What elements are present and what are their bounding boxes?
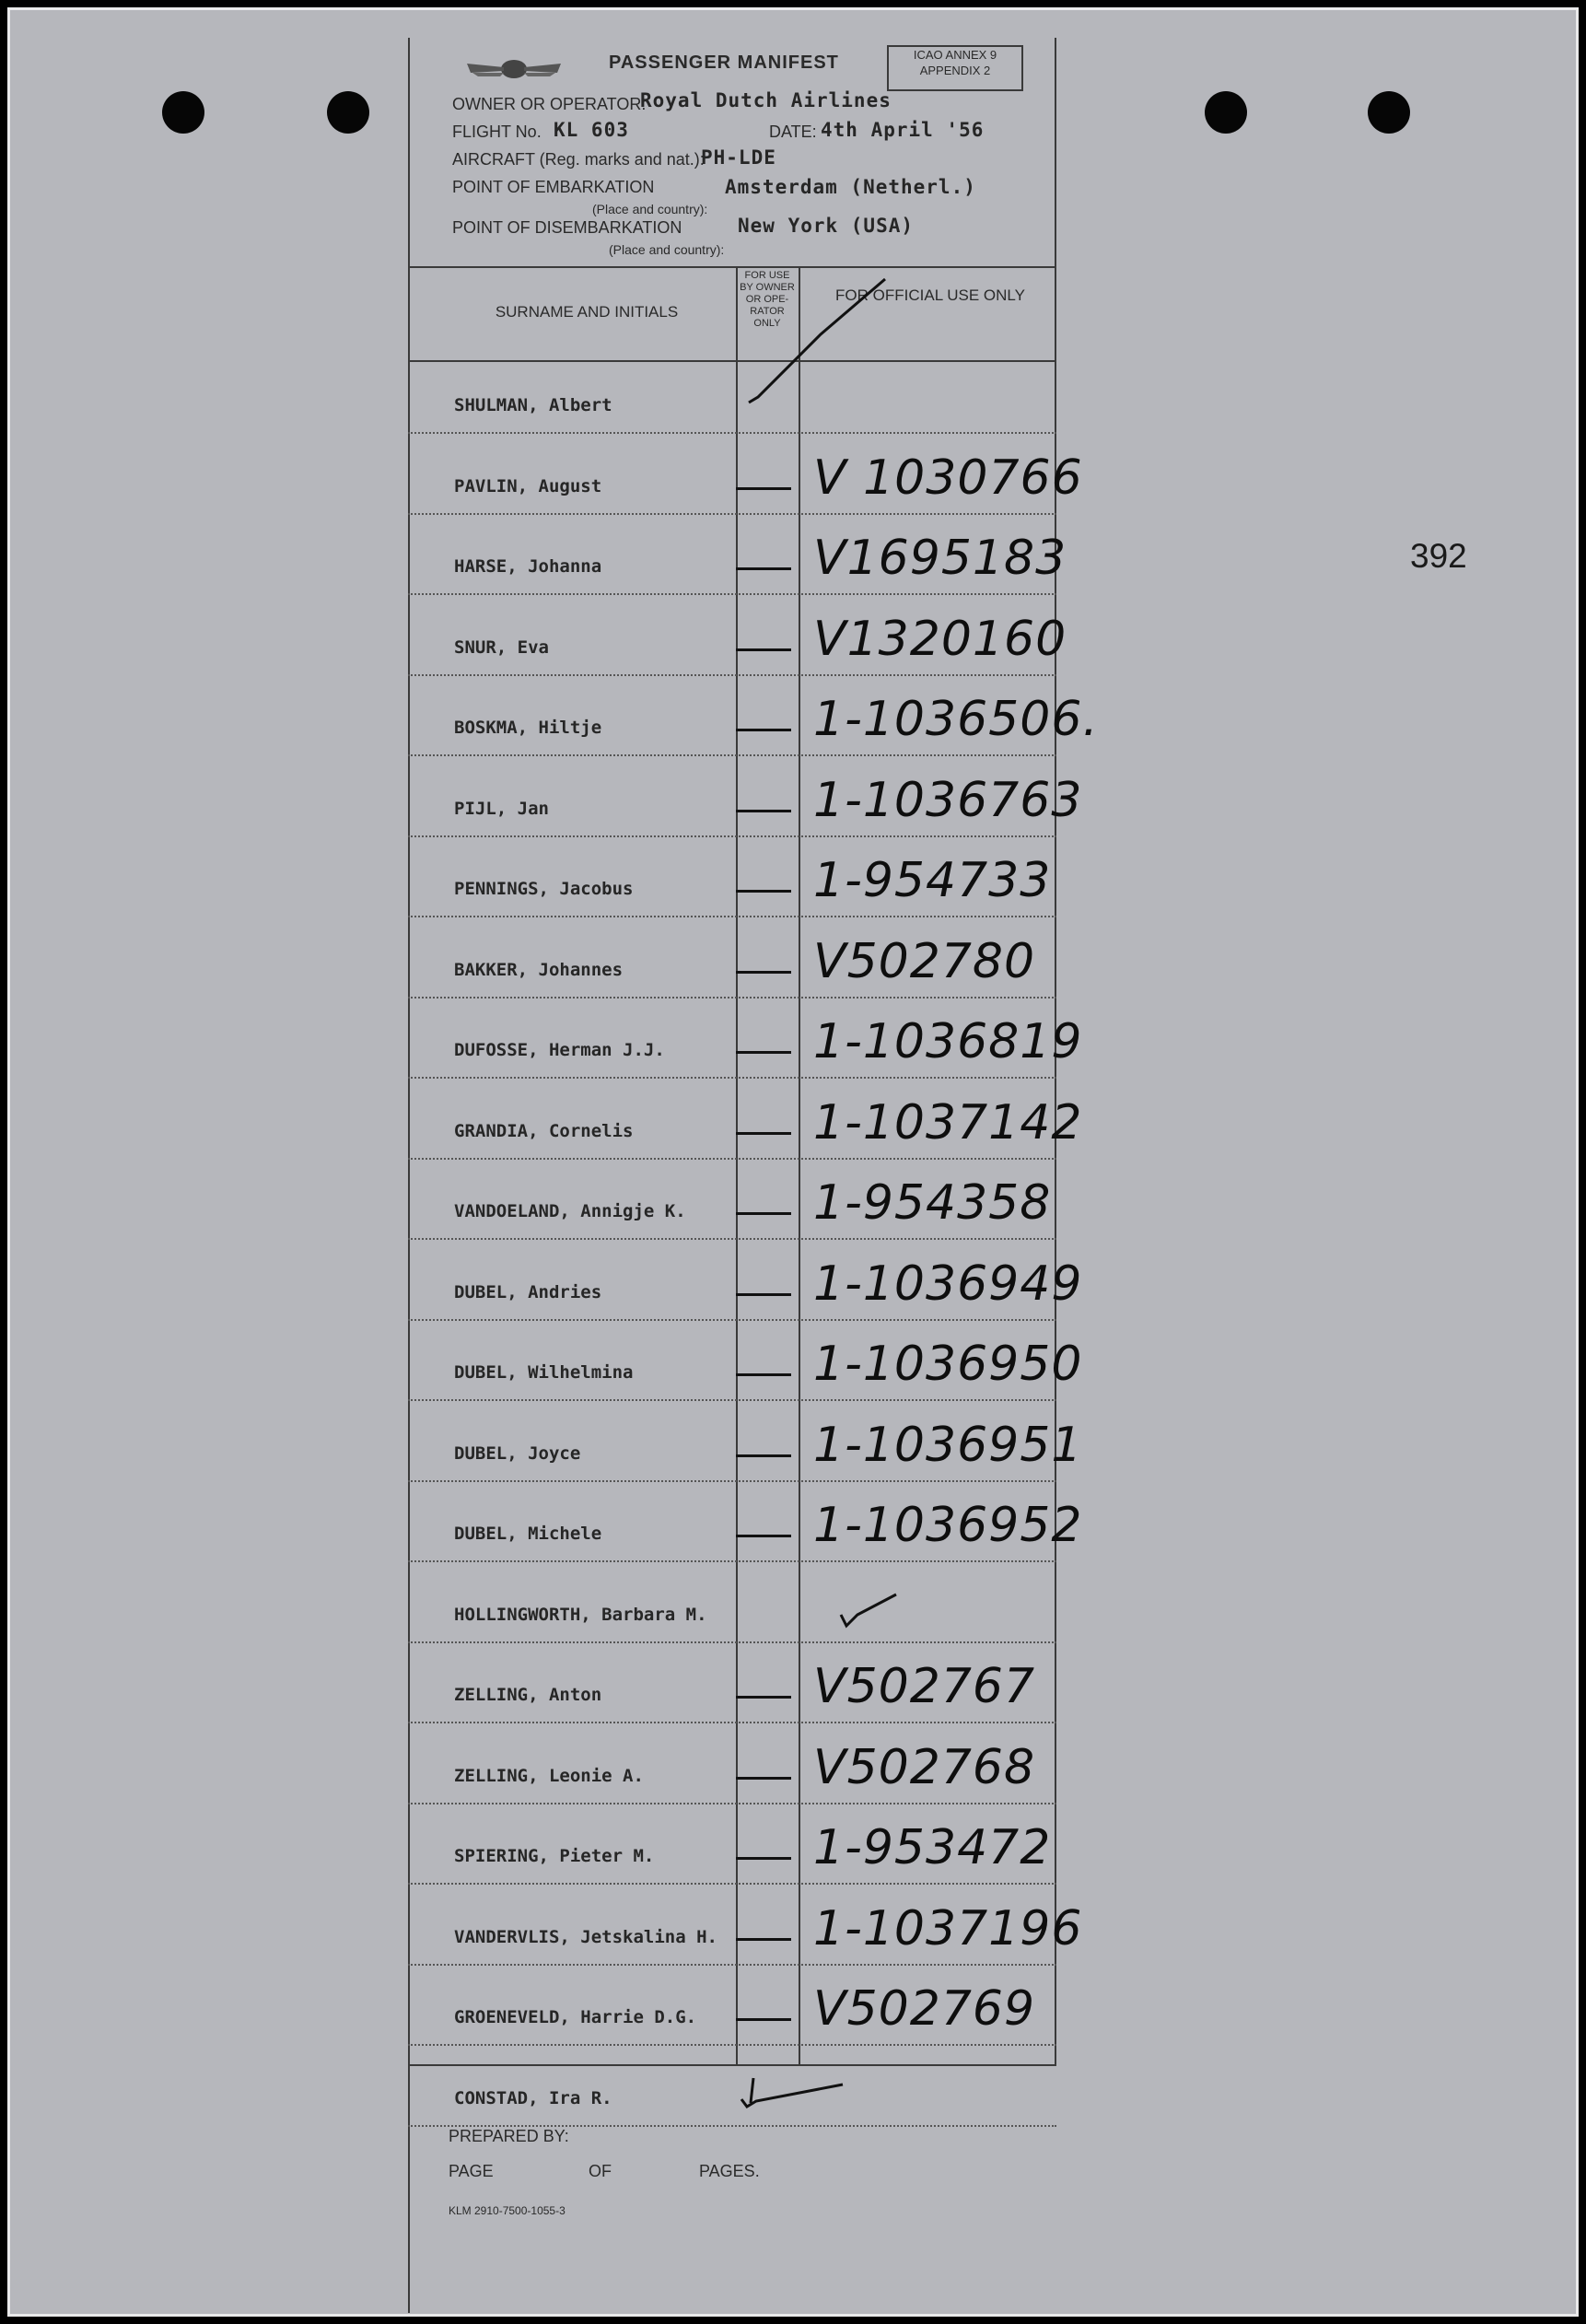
passenger-name: DUBEL, Joyce bbox=[454, 1443, 581, 1464]
embarkation-value: Amsterdam (Netherl.) bbox=[725, 176, 976, 198]
passenger-name: VANDOELAND, Annigje K. bbox=[454, 1201, 686, 1221]
passenger-name: PENNINGS, Jacobus bbox=[454, 879, 634, 899]
disembarkation-label: POINT OF DISEMBARKATION bbox=[452, 218, 682, 237]
passenger-name: VANDERVLIS, Jetskalina H. bbox=[454, 1927, 717, 1947]
check-mark-3-icon bbox=[741, 2085, 843, 2107]
official-number: 1-1037142 bbox=[813, 1095, 1083, 1150]
place-note-2: (Place and country): bbox=[609, 242, 725, 257]
icao-line-2: APPENDIX 2 bbox=[919, 64, 991, 77]
passenger-name: SHULMAN, Albert bbox=[454, 395, 612, 415]
official-number: V1695183 bbox=[813, 531, 1067, 586]
date-value: 4th April '56 bbox=[821, 119, 985, 141]
pages-label: PAGES. bbox=[699, 2162, 760, 2180]
col-header-name: SURNAME AND INITIALS bbox=[495, 303, 679, 321]
place-note-1: (Place and country): bbox=[592, 202, 708, 216]
passenger-name: ZELLING, Anton bbox=[454, 1685, 602, 1705]
passenger-name: DUBEL, Andries bbox=[454, 1282, 602, 1302]
owner-value: Royal Dutch Airlines bbox=[640, 89, 892, 111]
flight-label: FLIGHT No. bbox=[452, 123, 542, 141]
passenger-name: SPIERING, Pieter M. bbox=[454, 1846, 655, 1866]
official-number: 1-1036763 bbox=[813, 773, 1083, 828]
passenger-name: GRANDIA, Cornelis bbox=[454, 1121, 634, 1141]
page-number: 392 bbox=[1410, 537, 1467, 575]
official-number: 1-1036950 bbox=[813, 1337, 1083, 1392]
punch-hole-right-1 bbox=[1205, 91, 1247, 134]
passenger-name: SNUR, Eva bbox=[454, 637, 549, 658]
check-mark-2-icon bbox=[841, 1594, 896, 1626]
disembarkation-value: New York (USA) bbox=[738, 215, 915, 237]
official-number: 1-954358 bbox=[813, 1175, 1052, 1231]
passenger-name: BOSKMA, Hiltje bbox=[454, 718, 602, 738]
date-label: DATE: bbox=[769, 123, 817, 141]
official-number: 1-1036949 bbox=[813, 1256, 1083, 1312]
official-number: 1-1037196 bbox=[813, 1901, 1083, 1956]
official-number: 1-954733 bbox=[813, 853, 1052, 908]
passenger-name: HOLLINGWORTH, Barbara M. bbox=[454, 1605, 707, 1625]
official-number: 1-1036951 bbox=[813, 1418, 1083, 1473]
document-sheet bbox=[7, 7, 1579, 2317]
official-number: V502780 bbox=[813, 934, 1036, 989]
passenger-name: BAKKER, Johannes bbox=[454, 960, 624, 980]
official-number: V502767 bbox=[813, 1659, 1036, 1714]
aircraft-label: AIRCRAFT (Reg. marks and nat.): bbox=[452, 150, 705, 169]
official-number: 1-1036819 bbox=[813, 1014, 1083, 1069]
form-code: KLM 2910-7500-1055-3 bbox=[449, 2204, 566, 2217]
punch-hole-right-2 bbox=[1368, 91, 1410, 134]
handwritten-checkmarks bbox=[408, 38, 1056, 2313]
punch-hole-left-1 bbox=[162, 91, 204, 134]
official-number: V 1030766 bbox=[813, 450, 1083, 506]
form-title: PASSENGER MANIFEST bbox=[609, 53, 839, 73]
col-header-owner: FOR USE BY OWNER OR OPE- RATOR ONLY bbox=[740, 270, 795, 329]
passenger-name: GROENEVELD, Harrie D.G. bbox=[454, 2007, 697, 2027]
col-header-official: FOR OFFICIAL USE ONLY bbox=[835, 286, 1025, 304]
passenger-name: DUBEL, Wilhelmina bbox=[454, 1362, 634, 1383]
owner-label: OWNER OR OPERATOR: bbox=[452, 95, 647, 113]
check-mark-1-icon bbox=[749, 279, 885, 403]
aircraft-value: PH-LDE bbox=[701, 146, 776, 169]
passenger-name: DUFOSSE, Herman J.J. bbox=[454, 1040, 665, 1060]
passenger-name: HARSE, Johanna bbox=[454, 556, 602, 577]
passenger-name: CONSTAD, Ira R. bbox=[454, 2088, 612, 2108]
official-number: V502768 bbox=[813, 1740, 1036, 1795]
embarkation-label: POINT OF EMBARKATION bbox=[452, 178, 655, 196]
flight-value: KL 603 bbox=[554, 119, 629, 141]
check-mark-3-stem-icon bbox=[751, 2078, 753, 2103]
passenger-name: ZELLING, Leonie A. bbox=[454, 1766, 644, 1786]
official-number: 1-1036952 bbox=[813, 1498, 1083, 1553]
official-number: 1-1036506. bbox=[813, 692, 1099, 747]
official-number: V502769 bbox=[813, 1981, 1036, 2037]
of-label: OF bbox=[589, 2162, 612, 2180]
punch-hole-left-2 bbox=[327, 91, 369, 134]
official-number: V1320160 bbox=[813, 612, 1067, 667]
prepared-by-label: PREPARED BY: bbox=[449, 2127, 569, 2145]
icao-line-1: ICAO ANNEX 9 bbox=[913, 48, 997, 62]
passenger-name: DUBEL, Michele bbox=[454, 1524, 602, 1544]
passenger-name: PIJL, Jan bbox=[454, 799, 549, 819]
passenger-manifest-form bbox=[408, 38, 1099, 2313]
passenger-name: PAVLIN, August bbox=[454, 476, 602, 496]
page-label: PAGE bbox=[449, 2162, 494, 2180]
official-number: 1-953472 bbox=[813, 1820, 1052, 1875]
